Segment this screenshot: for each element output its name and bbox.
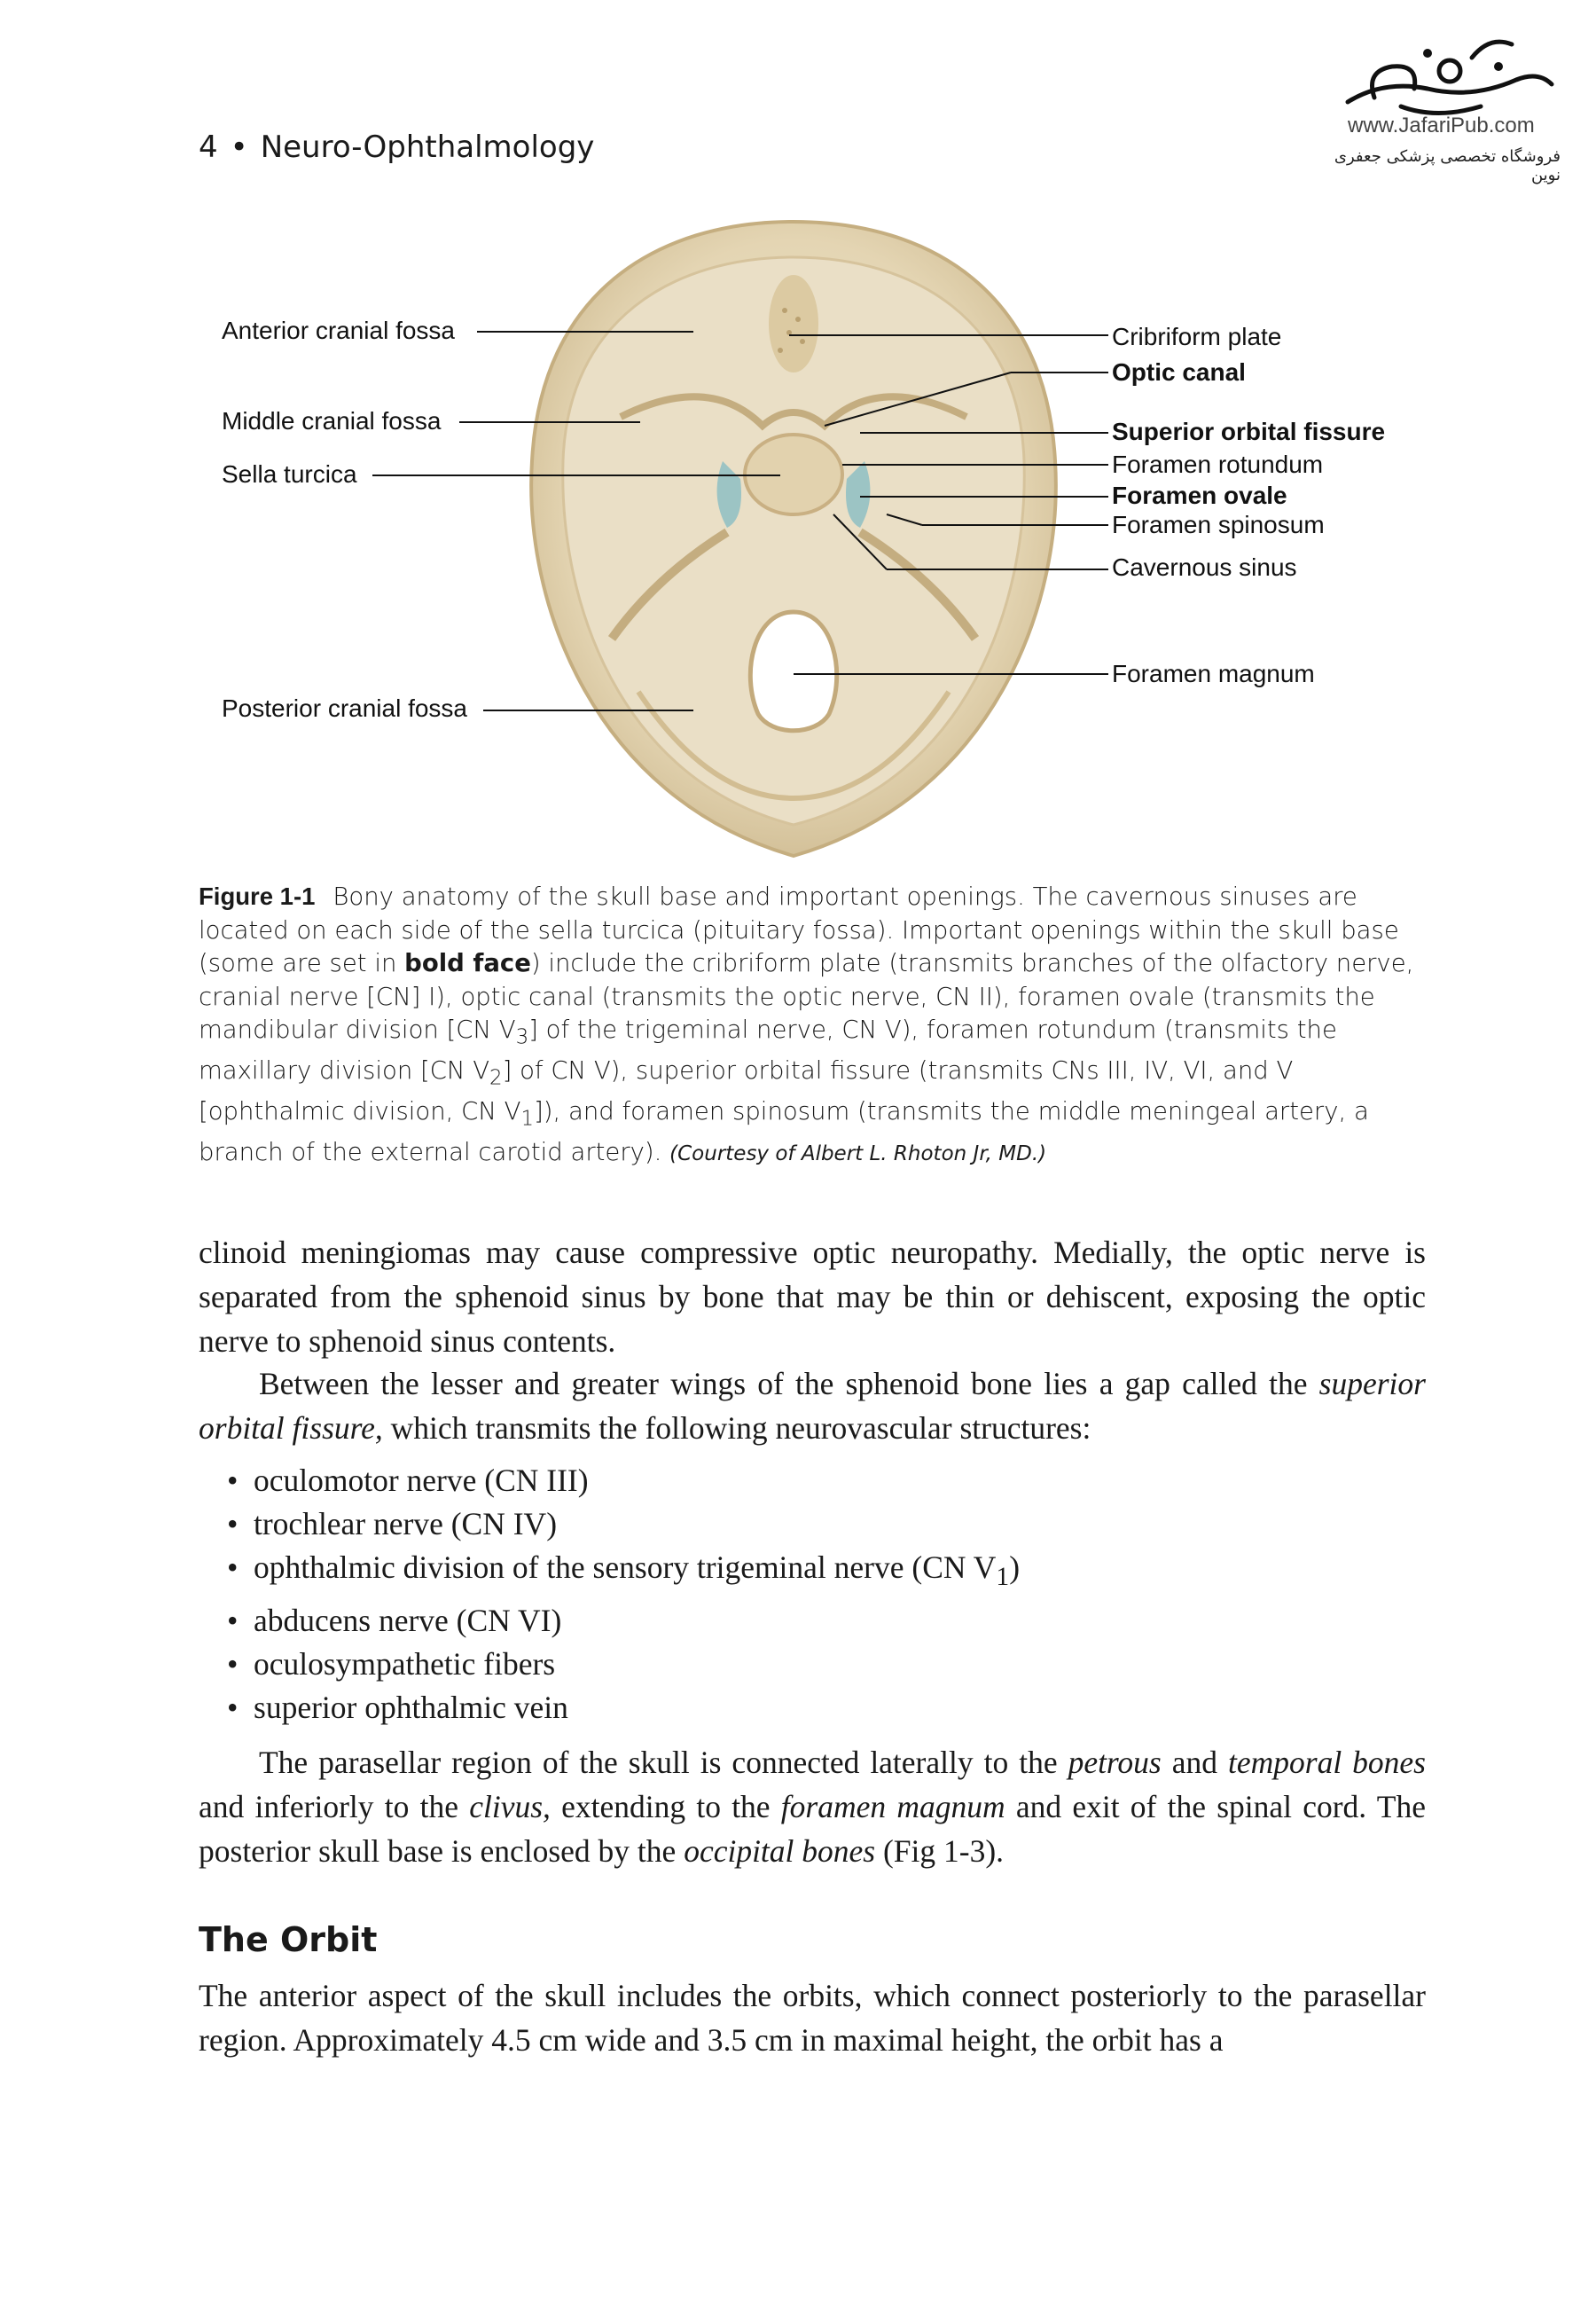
paragraph-italic: occipital bones [684, 1833, 876, 1869]
paragraph-text: (Fig 1-3). [875, 1833, 1005, 1869]
caption-text: Bony anatomy of the skull base and important openings. The cavernous sinuses are located on each side of the sella turcica (pituitary fossa). Important openings within the skull base (some are set in [199, 882, 1399, 977]
watermark-url: www.JafariPub.com [1348, 114, 1535, 137]
paragraph-text: Between the lesser and greater wings of the sphenoid bone lies a gap called the [259, 1366, 1319, 1401]
caption-subscript: 1 [520, 1107, 535, 1131]
paragraph-2 [199, 1361, 1426, 1450]
list-item-subscript: 1 [996, 1563, 1010, 1592]
label-middle-cranial-fossa: Middle cranial fossa [222, 407, 442, 435]
section-heading: The Orbit [199, 1920, 378, 1959]
list-item [254, 1546, 1020, 1599]
list-item-text: ophthalmic division of the sensory trigeminal nerve (CN V [254, 1549, 997, 1585]
caption-bold: bold face [404, 949, 531, 977]
label-sella-turcica: Sella turcica [222, 460, 357, 488]
paragraph-italic: superior orbital fissure, [199, 1366, 1426, 1446]
figure-caption [199, 880, 1426, 1172]
paragraph-italic: clivus, [469, 1789, 551, 1824]
caption-subscript: 2 [489, 1066, 503, 1090]
caption-courtesy: (Courtesy of Albert L. Rhoton Jr, MD.) [669, 1142, 1047, 1165]
list-item: • oculosympathetic fibers [254, 1643, 1020, 1686]
page-number: 4 [199, 129, 218, 165]
caption-text: ) include the cribriform plate (transmits branches of the olfactory nerve, cranial nerve [CN] I), optic canal (transmits the optic nerve, CN II), foramen ovale (transmits the mandibular division [CN V [199, 949, 1414, 1044]
caption-text: ]), and foramen spinosum (transmits the middle meningeal artery, a branch of the external carotid artery). [199, 1097, 1369, 1166]
paragraph-text: extending to the [550, 1789, 781, 1824]
list-item: • abducens nerve (CN VI) [254, 1599, 1020, 1643]
running-title: Neuro-Ophthalmology [260, 129, 595, 165]
paragraph-italic: temporal bones [1228, 1745, 1426, 1780]
neurovascular-list [254, 1459, 1020, 1730]
label-cribriform-plate: Cribriform plate [1112, 323, 1282, 350]
figure-number: Figure 1-1 [199, 882, 316, 910]
label-foramen-ovale: Foramen ovale [1112, 482, 1287, 509]
label-optic-canal: Optic canal [1112, 358, 1246, 386]
caption-subscript: 3 [515, 1025, 529, 1049]
paragraph-text: and exit of the spinal cord. The posterior skull base is enclosed by the [199, 1789, 1426, 1869]
label-foramen-magnum: Foramen magnum [1112, 660, 1315, 687]
paragraph-text: which transmits the following neurovascular structures: [382, 1410, 1091, 1446]
foramen-magnum [750, 612, 836, 731]
list-item: • trochlear nerve (CN IV) [254, 1502, 1020, 1546]
caption-text: ] of the trigeminal nerve, CN V), foramen rotundum (transmits the maxillary division [CN V [199, 1016, 1337, 1085]
paragraph-4: The anterior aspect of the skull includes the orbits, which connect posteriorly to the parasellar region. Approximately 4.5 cm wide and 3.5 cm in maximal height, the orbit has a [199, 1978, 1426, 2058]
label-superior-orbital-fissure: Superior orbital fissure [1112, 418, 1386, 445]
list-item-text: ) [1009, 1549, 1021, 1585]
paragraph-3 [199, 1740, 1426, 1873]
watermark-tagline: فروشگاه تخصصی پزشکی جعفری نوین [1334, 147, 1561, 184]
paragraph-italic: foramen magnum [780, 1789, 1005, 1824]
label-anterior-cranial-fossa: Anterior cranial fossa [222, 317, 456, 344]
label-foramen-rotundum: Foramen rotundum [1112, 451, 1324, 478]
paragraph-text: The parasellar region of the skull is connected laterally to the [259, 1745, 1068, 1780]
header-separator: • [230, 129, 248, 165]
paragraph-text: and inferiorly to the [199, 1789, 470, 1824]
list-item: • superior ophthalmic vein [254, 1686, 1020, 1730]
paragraph-text: and [1161, 1745, 1228, 1780]
label-posterior-cranial-fossa: Posterior cranial fossa [222, 694, 468, 722]
label-cavernous-sinus: Cavernous sinus [1112, 553, 1297, 581]
caption-text: ] of CN V), superior orbital fissure (transmits CNs III, IV, VI, and V [ophthalmic division, CN V [199, 1056, 1294, 1126]
paragraph-italic: petrous [1068, 1745, 1162, 1780]
label-foramen-spinosum: Foramen spinosum [1112, 511, 1325, 538]
paragraph-1: clinoid meningiomas may cause compressive optic neuropathy. Medially, the optic nerve is separated from the sphenoid sinus by bone that may be thin or dehiscent, exposing the optic nerve to sphenoid sinus contents. [199, 1235, 1426, 1359]
list-item: • oculomotor nerve (CN III) [254, 1459, 1020, 1502]
